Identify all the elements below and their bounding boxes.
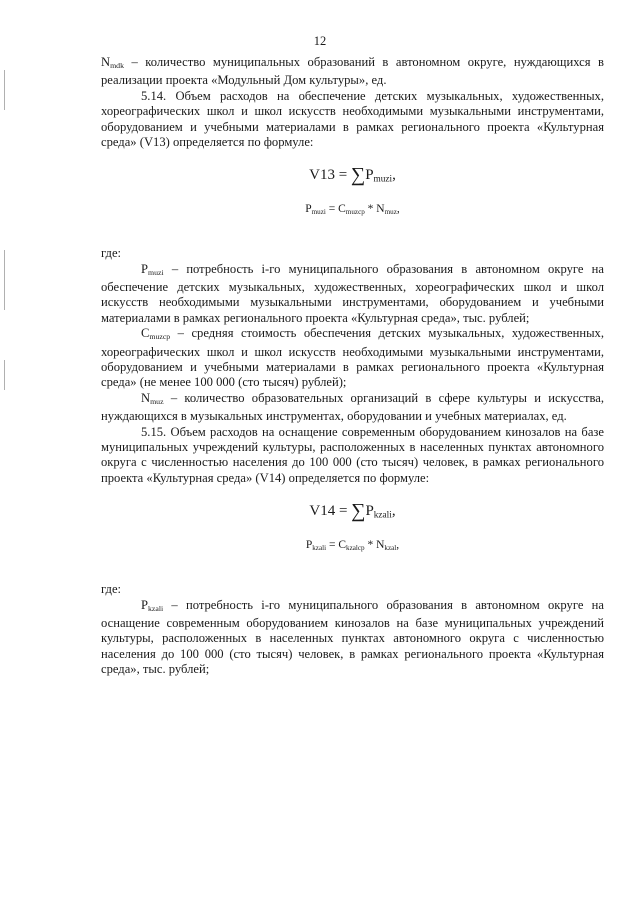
- body-paragraph: [101, 89, 604, 151]
- formula-operator: =: [326, 538, 339, 551]
- where-label: [101, 246, 604, 261]
- formula-punct: ,: [396, 538, 400, 551]
- variable-symbol: C: [141, 326, 150, 341]
- variable-subscript: muzi: [148, 267, 164, 277]
- sum-sign: ∑: [350, 164, 366, 187]
- formula-symbol: C: [338, 538, 347, 551]
- formula-symbol: C: [338, 203, 346, 216]
- page-number: 12: [313, 34, 327, 48]
- paragraph-text: 5.15. Объем расходов на оснащение современным оборудованием кинозалов на базе муниципальных учреждений культуры, расположенных в населенных пунктах автономного округа с численностью населения до 100 000 (сто тысяч) человек, в рамках регионального проекта «Культурная среда» (V14) определяется по формуле:: [101, 424, 604, 485]
- definition-paragraph: [101, 262, 604, 327]
- formula-symbol: P: [305, 538, 313, 551]
- sum-sign: ∑: [351, 500, 366, 523]
- formula-subscript: kzali: [312, 543, 327, 552]
- formula-operator: *: [364, 538, 377, 551]
- formula-punct: ,: [391, 503, 396, 520]
- definition-paragraph: [101, 598, 604, 678]
- formula-punct: ,: [392, 167, 396, 184]
- formula-subscript: muzi: [311, 207, 326, 216]
- formula-symbol: N: [376, 538, 385, 551]
- variable-subscript: kzali: [148, 603, 164, 613]
- scan-margin-mark: [4, 360, 5, 390]
- formula-subscript: muzi: [373, 174, 393, 185]
- variable-subscript: muzcp: [149, 332, 171, 342]
- where-text: где:: [101, 246, 122, 261]
- formula-lhs: V14 =: [309, 503, 352, 520]
- formula-subscript: muzcp: [345, 207, 365, 216]
- variable-symbol: N: [141, 390, 151, 405]
- formula-definition: [101, 202, 604, 220]
- formula-symbol: P: [365, 503, 374, 520]
- variable-symbol: P: [141, 261, 149, 276]
- paragraph-text: – потребность i-го муниципального образования в автономном округе на оснащение современным оборудованием кинозалов на базе муниципальных учреждений культуры, расположенных в населенных пунктах автономного округа с численностью населения до 100 000 (сто тысяч) человек, в рамках регионального проекта «Культурная среда», тыс. рублей;: [101, 597, 604, 677]
- variable-subscript: mdk: [110, 60, 124, 70]
- scan-margin-mark: [4, 70, 5, 110]
- body-paragraph: [101, 425, 604, 487]
- formula-main: [101, 164, 604, 188]
- paragraph-text: – количество образовательных организаций в сфере культуры и искусства, нуждающихся в музыкальных инструментах, оборудовании и учебных материалах, ед.: [101, 390, 604, 424]
- scan-margin-mark: [4, 250, 5, 310]
- formula-subscript: kzalcp: [346, 543, 365, 552]
- where-label: [101, 582, 604, 597]
- paragraph-text: – потребность i-го муниципального образования в автономном округе на обеспечение детских музыкальных, художественных, хореографических школ и школ искусств необходимыми музыкальными инструментами, оборудованием и учебными материалами в рамках регионального проекта «Культурная среда», тыс. рублей;: [101, 261, 604, 325]
- formula-definition: [101, 538, 604, 556]
- variable-subscript: muz: [150, 396, 164, 406]
- variable-symbol: P: [141, 597, 149, 612]
- formula-main: [101, 500, 604, 524]
- formula-subscript: kzali: [373, 510, 392, 521]
- definition-paragraph: [101, 326, 604, 391]
- formula-lhs: V13 =: [309, 167, 351, 184]
- formula-operator: *: [364, 203, 377, 216]
- paragraph-text: – количество муниципальных образований в автономном округе, нуждающихся в реализации проекта «Модульный Дом культуры», ед.: [101, 55, 604, 88]
- formula-symbol: N: [376, 203, 385, 216]
- formula-subscript: kzal: [384, 543, 397, 552]
- where-text: где:: [101, 582, 122, 597]
- paragraph-text: – средняя стоимость обеспечения детских музыкальных, художественных, хореографических школ и школ искусств необходимыми музыкальными инструментами, оборудованием и учебными материалами в рамках регионального проекта «Культурная среда» (не менее 100 000 (сто тысяч) рублей);: [101, 326, 604, 390]
- formula-subscript: muz: [384, 207, 397, 216]
- formula-symbol: P: [305, 203, 312, 216]
- formula-punct: ,: [396, 203, 400, 216]
- formula-symbol: P: [365, 167, 374, 184]
- variable-symbol: N: [101, 55, 111, 69]
- document-body: [101, 55, 604, 677]
- definition-paragraph: [101, 391, 604, 425]
- definition-paragraph: [101, 55, 604, 89]
- paragraph-text: 5.14. Объем расходов на обеспечение детских музыкальных, художественных, хореографических школ и школ искусств необходимыми музыкальными инструментами, оборудованием и учебными материалами в рамках регионального проекта «Культурная среда» (V13) определяется по формуле:: [101, 88, 604, 149]
- formula-operator: =: [325, 203, 339, 216]
